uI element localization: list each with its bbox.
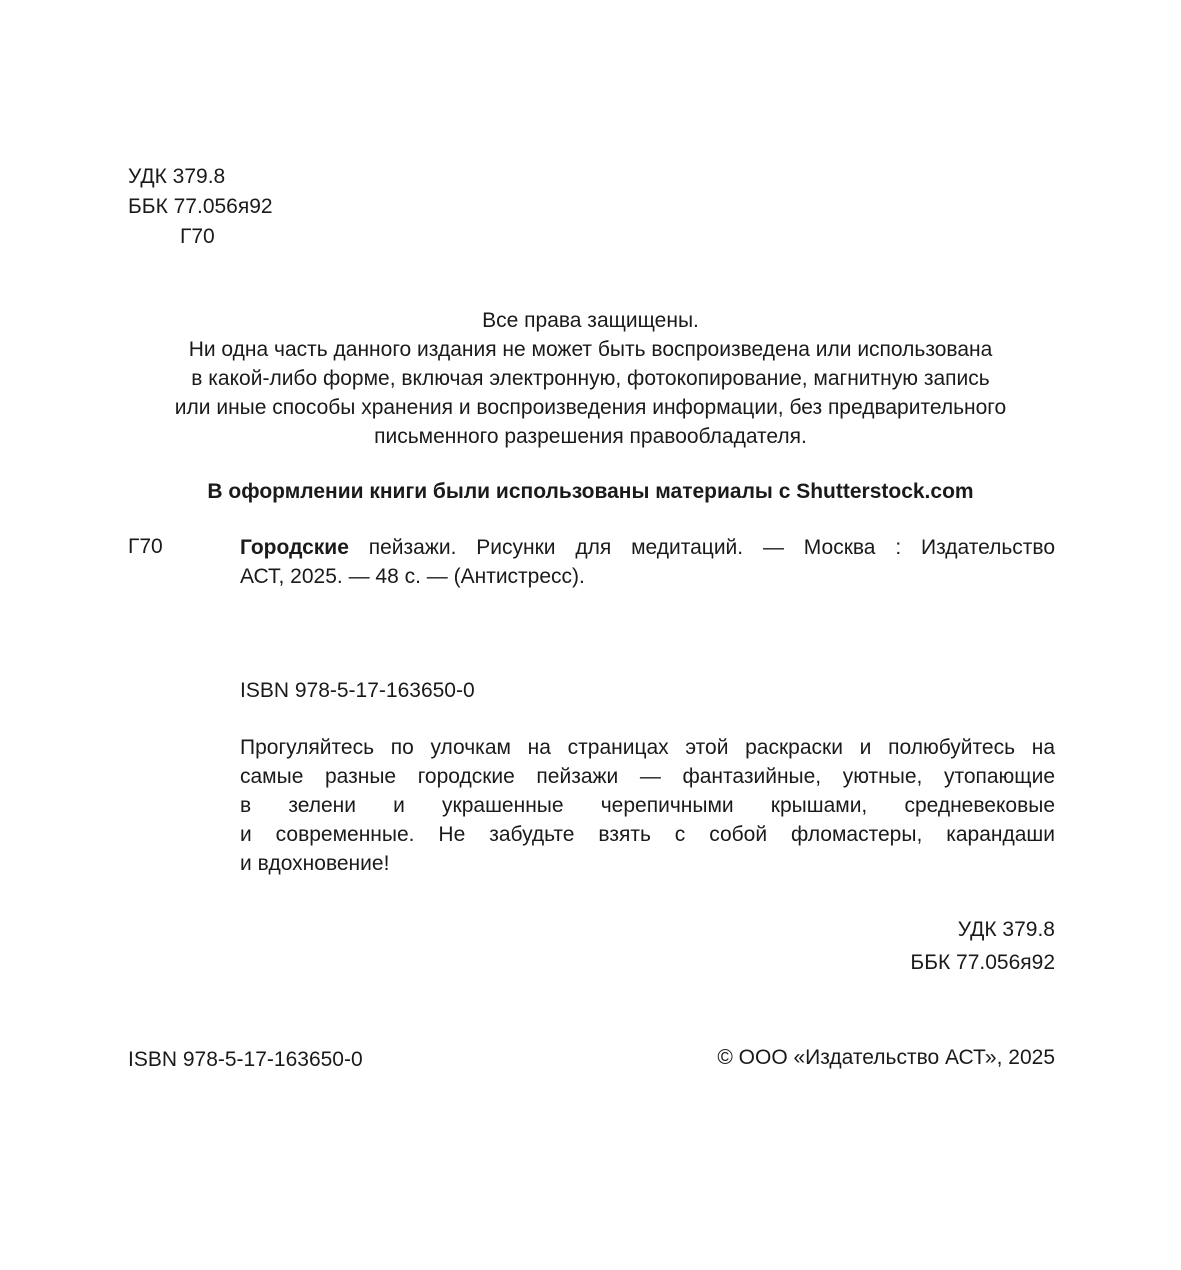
footer-isbn: ISBN 978-5-17-163650-0 (128, 1048, 363, 1071)
rights-line: в какой-либо форме, включая электронную, фотокопирование, магнитную запись (191, 367, 990, 390)
annotation-line: и вдохновение! (240, 852, 390, 875)
udk-code: УДК 379.8 (128, 165, 226, 188)
right-classification-block (910, 913, 1055, 979)
rights-line: письменного разрешения правообладателя. (374, 425, 807, 448)
rights-notice (0, 306, 1181, 451)
catalog-entry-title: Городские (240, 536, 349, 559)
catalog-entry-description (240, 533, 1055, 591)
annotation-line: и современные. Не забудьте взять с собой фломастеры, карандаши (240, 823, 1055, 846)
catalog-entry-mark: Г70 (128, 535, 163, 558)
annotation (240, 733, 1055, 878)
rights-line: Ни одна часть данного издания не может быть воспроизведена или использована (188, 338, 993, 361)
catalog-entry-line (240, 533, 1055, 562)
rights-line: Все права защищены. (482, 309, 699, 332)
rights-line: или иные способы хранения и воспроизведения информации, без предварительного (174, 396, 1007, 419)
catalog-entry-line1-rest: пейзажи. Рисунки для медитаций. — Москва : Издательство (348, 536, 1055, 559)
materials-credit: В оформлении книги были использованы материалы с Shutterstock.com (207, 480, 974, 503)
annotation-line: самые разные городские пейзажи — фантазийные, уютные, утопающие (240, 765, 1055, 788)
catalog-entry-isbn: ISBN 978-5-17-163650-0 (240, 679, 475, 702)
bbk-code: ББК 77.056я92 (910, 951, 1055, 974)
udk-code: УДК 379.8 (957, 918, 1055, 941)
catalog-entry-line2: АСТ, 2025. — 48 с. — (Антистресс). (240, 565, 585, 588)
footer-copyright: © ООО «Издательство АСТ», 2025 (717, 1046, 1055, 1069)
top-classification-block (128, 162, 273, 252)
annotation-line: в зелени и украшенные черепичными крышами, средневековые (240, 794, 1055, 817)
author-mark: Г70 (180, 225, 215, 248)
annotation-line: Прогуляйтесь по улочкам на страницах этой раскраски и полюбуйтесь на (240, 736, 1055, 759)
bbk-code: ББК 77.056я92 (128, 195, 273, 218)
